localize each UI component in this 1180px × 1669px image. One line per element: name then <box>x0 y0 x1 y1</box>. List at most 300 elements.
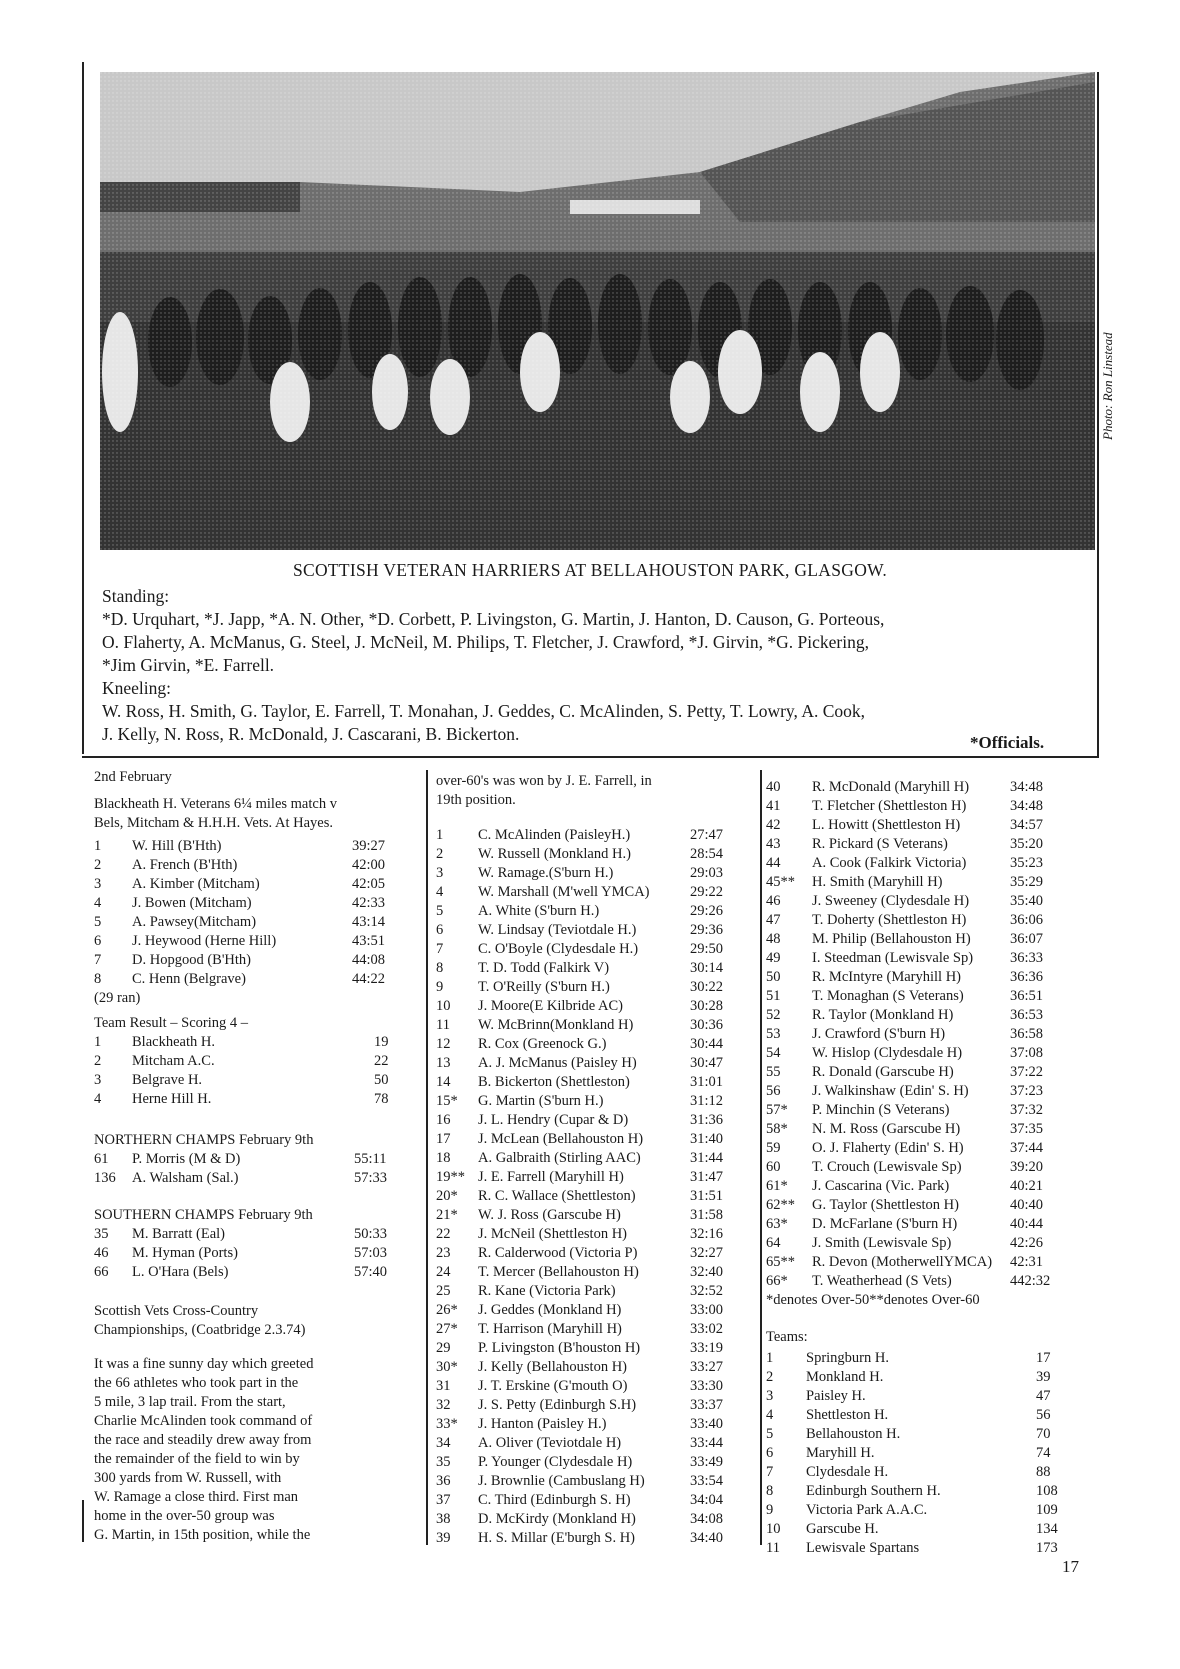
athlete-name: A. Oliver (Teviotdale H) <box>478 1435 622 1451</box>
footnote-legend: *denotes Over-50**denotes Over-60 <box>766 1292 980 1308</box>
result-row <box>436 826 754 845</box>
finish-time: 36:51 <box>1010 988 1044 1004</box>
athlete-name: G. Martin (S'burn H.) <box>478 1093 604 1109</box>
result-row <box>766 873 1078 892</box>
result-row <box>766 1215 1078 1234</box>
position-number: 6 <box>94 933 102 949</box>
position-number: 27* <box>436 1321 458 1337</box>
athlete-name: Blackheath H. <box>132 1034 215 1050</box>
finish-time: 35:29 <box>1010 874 1044 890</box>
team-row <box>766 1349 1078 1368</box>
finish-time: 29:50 <box>690 941 724 957</box>
page-number: 17 <box>1062 1557 1079 1576</box>
report-paragraph-line: the race and steadily drew away from <box>94 1432 312 1448</box>
report-paragraph-line: the remainder of the field to win by <box>94 1451 300 1467</box>
kneeling-label: Kneeling: <box>102 678 172 698</box>
finish-time: 35:40 <box>1010 893 1044 909</box>
result-row <box>766 1044 1078 1063</box>
athlete-name: J. Kelly (Bellahouston H) <box>478 1359 628 1375</box>
athlete-name: D. McFarlane (S'burn H) <box>812 1216 958 1232</box>
team-row <box>94 1052 416 1071</box>
finish-time: 33:40 <box>690 1416 724 1432</box>
position-number: 54 <box>766 1045 781 1061</box>
athlete-name: J. Smith (Lewisvale Sp) <box>812 1235 952 1251</box>
finish-time: 57:33 <box>354 1170 388 1186</box>
athlete-name: W. Ramage.(S'burn H.) <box>478 865 614 881</box>
date-heading: 2nd February <box>94 769 172 785</box>
position-number: 11 <box>766 1540 780 1556</box>
finish-time: 42:00 <box>352 857 386 873</box>
result-row <box>766 968 1078 987</box>
athlete-name: O. J. Flaherty (Edin' S. H) <box>812 1140 964 1156</box>
result-row <box>766 797 1078 816</box>
result-row <box>94 1263 416 1282</box>
athlete-name: M. Barratt (Eal) <box>132 1226 226 1242</box>
athlete-name: M. Hyman (Ports) <box>132 1245 238 1261</box>
match-title: Blackheath H. Veterans 6¼ miles match v <box>94 796 337 812</box>
position-number: 63* <box>766 1216 788 1232</box>
position-number: 49 <box>766 950 781 966</box>
position-number: 26* <box>436 1302 458 1318</box>
finish-time: 33:27 <box>690 1359 724 1375</box>
finish-time: 37:23 <box>1010 1083 1044 1099</box>
athlete-name: R. Devon (MotherwellYMCA) <box>812 1254 993 1270</box>
athlete-name: N. M. Ross (Garscube H) <box>812 1121 961 1137</box>
finish-time: 35:20 <box>1010 836 1044 852</box>
finish-time: 29:36 <box>690 922 724 938</box>
position-number: 38 <box>436 1511 451 1527</box>
athlete-name: C. McAlinden (PaisleyH.) <box>478 827 631 843</box>
finish-time: 34:40 <box>690 1530 724 1546</box>
team-points: 109 <box>1036 1502 1058 1518</box>
finish-time: 33:19 <box>690 1340 724 1356</box>
position-number: 15* <box>436 1093 458 1109</box>
position-number: 17 <box>436 1131 451 1147</box>
result-row <box>436 1187 754 1206</box>
position-number: 59 <box>766 1140 781 1156</box>
athlete-name: Lewisvale Spartans <box>806 1540 920 1556</box>
position-number: 30* <box>436 1359 458 1375</box>
right-border <box>1097 72 1099 757</box>
finish-time: 30:47 <box>690 1055 724 1071</box>
scottish-vets-title: Scottish Vets Cross-Country <box>94 1303 259 1319</box>
result-row <box>436 1168 754 1187</box>
position-number: 35 <box>436 1454 451 1470</box>
report-paragraph-line: the 66 athletes who took part in the <box>94 1375 299 1391</box>
kneeling-names <box>102 677 1077 746</box>
report-paragraph-line: 19th position. <box>436 792 516 808</box>
position-number: 16 <box>436 1112 451 1128</box>
finish-time: 30:36 <box>690 1017 724 1033</box>
result-row <box>436 997 754 1016</box>
athlete-name: A. French (B'Hth) <box>132 857 238 873</box>
position-number: 46 <box>766 893 781 909</box>
finish-time: 442:32 <box>1010 1273 1051 1289</box>
athlete-name: A. Galbraith (Stirling AAC) <box>478 1150 641 1166</box>
result-row <box>94 1150 416 1169</box>
finish-time: 36:53 <box>1010 1007 1044 1023</box>
finish-time: 33:44 <box>690 1435 724 1451</box>
result-row <box>436 940 754 959</box>
position-number: 4 <box>766 1407 774 1423</box>
standing-line: *Jim Girvin, *E. Farrell. <box>102 655 275 675</box>
position-number: 3 <box>436 865 444 881</box>
result-row <box>766 911 1078 930</box>
result-row <box>766 892 1078 911</box>
result-row <box>766 949 1078 968</box>
finish-time: 42:05 <box>352 876 386 892</box>
position-number: 37 <box>436 1492 451 1508</box>
team-row <box>766 1368 1078 1387</box>
result-row <box>766 1158 1078 1177</box>
finish-time: 33:49 <box>690 1454 724 1470</box>
team-points: 47 <box>1036 1388 1051 1404</box>
result-row <box>436 1301 754 1320</box>
athlete-name: J. Brownlie (Cambuslang H) <box>478 1473 645 1489</box>
position-number: 45** <box>766 874 795 890</box>
standing-label: Standing: <box>102 586 170 606</box>
athlete-name: A. Kimber (Mitcham) <box>132 876 260 892</box>
position-number: 57* <box>766 1102 788 1118</box>
position-number: 46 <box>94 1245 109 1261</box>
position-number: 14 <box>436 1074 451 1090</box>
finish-time: 37:08 <box>1010 1045 1044 1061</box>
photo-credit: Photo: Ron Linstead <box>1100 332 1115 440</box>
position-number: 6 <box>766 1445 774 1461</box>
result-row <box>436 1377 754 1396</box>
athlete-name: J. Cascarina (Vic. Park) <box>812 1178 950 1194</box>
athlete-name: R. Donald (Garscube H) <box>812 1064 954 1080</box>
report-paragraph-line: 5 mile, 3 lap trail. From the start, <box>94 1394 286 1410</box>
team-points: 50 <box>374 1072 389 1088</box>
result-row <box>436 1244 754 1263</box>
athlete-name: T. Mercer (Bellahouston H) <box>478 1264 639 1280</box>
finish-time: 32:16 <box>690 1226 724 1242</box>
position-number: 31 <box>436 1378 451 1394</box>
position-number: 8 <box>94 971 102 987</box>
position-number: 40 <box>766 779 781 795</box>
position-number: 58* <box>766 1121 788 1137</box>
athlete-name: J. Geddes (Monkland H) <box>478 1302 622 1318</box>
standing-line: *D. Urquhart, *J. Japp, *A. N. Other, *D. Corbett, P. Livingston, G. Martin, J. Hanton, D. Causon, G. Porteous, <box>102 609 885 629</box>
report-paragraph-line: 300 yards from W. Russell, with <box>94 1470 282 1486</box>
finish-time: 33:00 <box>690 1302 724 1318</box>
finish-time: 57:40 <box>354 1264 388 1280</box>
athlete-name: A. Walsham (Sal.) <box>132 1170 239 1186</box>
team-row <box>766 1387 1078 1406</box>
team-row <box>766 1539 1078 1558</box>
athlete-name: Victoria Park A.A.C. <box>806 1502 928 1518</box>
team-points: 22 <box>374 1053 389 1069</box>
match-title: Bels, Mitcham & H.H.H. Vets. At Hayes. <box>94 815 333 831</box>
team-row <box>94 1033 416 1052</box>
athlete-name: Monkland H. <box>806 1369 884 1385</box>
position-number: 41 <box>766 798 781 814</box>
athlete-name: Bellahouston H. <box>806 1426 901 1442</box>
finish-time: 35:23 <box>1010 855 1044 871</box>
position-number: 8 <box>436 960 444 976</box>
position-number: 7 <box>94 952 102 968</box>
result-row <box>766 987 1078 1006</box>
position-number: 4 <box>94 1091 102 1107</box>
finish-time: 32:40 <box>690 1264 724 1280</box>
athlete-name: W. McBrinn(Monkland H) <box>478 1017 634 1033</box>
athlete-name: C. Henn (Belgrave) <box>132 971 246 987</box>
position-number: 35 <box>94 1226 109 1242</box>
team-points: 108 <box>1036 1483 1058 1499</box>
athlete-name: Shettleston H. <box>806 1407 889 1423</box>
result-row <box>766 835 1078 854</box>
finish-time: 39:27 <box>352 838 386 854</box>
position-number: 3 <box>766 1388 774 1404</box>
athlete-name: J. Hanton (Paisley H.) <box>478 1416 607 1432</box>
finish-time: 44:08 <box>352 952 386 968</box>
southern-champs-title: SOUTHERN CHAMPS February 9th <box>94 1207 313 1223</box>
position-number: 25 <box>436 1283 451 1299</box>
team-row <box>766 1463 1078 1482</box>
position-number: 13 <box>436 1055 451 1071</box>
finish-time: 44:22 <box>352 971 386 987</box>
result-row <box>766 930 1078 949</box>
finish-time: 31:58 <box>690 1207 724 1223</box>
result-row <box>436 1016 754 1035</box>
position-number: 50 <box>766 969 781 985</box>
report-paragraph-line: Charlie McAlinden took command of <box>94 1413 313 1429</box>
column-left-edge <box>82 1500 84 1542</box>
finish-time: 28:54 <box>690 846 724 862</box>
athlete-name: J. Walkinshaw (Edin' S. H) <box>812 1083 969 1099</box>
athlete-name: Paisley H. <box>806 1388 866 1404</box>
result-row <box>94 837 416 856</box>
result-row <box>436 1092 754 1111</box>
athlete-name: J. Bowen (Mitcham) <box>132 895 252 911</box>
section-divider <box>82 756 1099 758</box>
position-number: 6 <box>436 922 444 938</box>
position-number: 20* <box>436 1188 458 1204</box>
position-number: 21* <box>436 1207 458 1223</box>
result-row <box>436 1054 754 1073</box>
position-number: 4 <box>436 884 444 900</box>
position-number: 60 <box>766 1159 781 1175</box>
finish-time: 33:54 <box>690 1473 724 1489</box>
athlete-name: C. Third (Edinburgh S. H) <box>478 1492 631 1508</box>
position-number: 9 <box>436 979 444 995</box>
athlete-name: J. Crawford (S'burn H) <box>812 1026 946 1042</box>
report-paragraph-line: over-60's was won by J. E. Farrell, in <box>436 773 652 789</box>
athlete-name: J. McLean (Bellahouston H) <box>478 1131 644 1147</box>
result-row <box>436 1130 754 1149</box>
position-number: 61* <box>766 1178 788 1194</box>
position-number: 2 <box>94 1053 102 1069</box>
team-row <box>766 1482 1078 1501</box>
athlete-name: J. E. Farrell (Maryhill H) <box>478 1169 624 1185</box>
athlete-name: R. McIntyre (Maryhill H) <box>812 969 961 985</box>
position-number: 62** <box>766 1197 795 1213</box>
athlete-name: J. T. Erskine (G'mouth O) <box>478 1378 628 1394</box>
result-row <box>766 1272 1078 1291</box>
athlete-name: Edinburgh Southern H. <box>806 1483 941 1499</box>
kneeling-line: J. Kelly, N. Ross, R. McDonald, J. Cascarani, B. Bickerton. <box>102 724 520 744</box>
finish-time: 34:08 <box>690 1511 724 1527</box>
position-number: 43 <box>766 836 781 852</box>
athlete-name: J. McNeil (Shettleston H) <box>478 1226 628 1242</box>
athlete-name: P. Younger (Clydesdale H) <box>478 1454 633 1470</box>
result-row <box>766 1025 1078 1044</box>
finish-time: 31:47 <box>690 1169 724 1185</box>
position-number: 42 <box>766 817 781 833</box>
position-number: 44 <box>766 855 781 871</box>
finish-time: 42:26 <box>1010 1235 1044 1251</box>
team-row <box>766 1444 1078 1463</box>
finish-time: 30:28 <box>690 998 724 1014</box>
result-row <box>436 1320 754 1339</box>
position-number: 1 <box>94 838 102 854</box>
position-number: 65** <box>766 1254 795 1270</box>
athlete-name: W. Russell (Monkland H.) <box>478 846 631 862</box>
result-row <box>436 921 754 940</box>
athlete-name: W. J. Ross (Garscube H) <box>478 1207 621 1223</box>
finish-time: 36:06 <box>1010 912 1044 928</box>
finish-time: 29:22 <box>690 884 724 900</box>
team-points: 78 <box>374 1091 389 1107</box>
athlete-name: T. Weatherhead (S Vets) <box>812 1273 952 1289</box>
position-number: 5 <box>436 903 444 919</box>
athlete-name: R. McDonald (Maryhill H) <box>812 779 970 795</box>
athlete-name: D. McKirdy (Monkland H) <box>478 1511 636 1527</box>
athlete-name: Mitcham A.C. <box>132 1053 215 1069</box>
finish-time: 36:07 <box>1010 931 1044 947</box>
column-1 <box>94 768 416 1545</box>
athlete-name: J. L. Hendry (Cupar & D) <box>478 1112 629 1128</box>
column-2 <box>436 772 754 1548</box>
athlete-name: H. Smith (Maryhill H) <box>812 874 943 890</box>
team-points: 173 <box>1036 1540 1058 1556</box>
position-number: 64 <box>766 1235 781 1251</box>
finish-time: 30:44 <box>690 1036 724 1052</box>
position-number: 61 <box>94 1151 109 1167</box>
result-row <box>766 1253 1078 1272</box>
column-rule-2 <box>760 770 762 1545</box>
finish-time: 31:51 <box>690 1188 724 1204</box>
athlete-name: T. O'Reilly (S'burn H.) <box>478 979 610 995</box>
athlete-name: C. O'Boyle (Clydesdale H.) <box>478 941 639 957</box>
position-number: 48 <box>766 931 781 947</box>
finish-time: 31:44 <box>690 1150 724 1166</box>
team-row <box>766 1520 1078 1539</box>
photo-caption: SCOTTISH VETERAN HARRIERS AT BELLAHOUSTON PARK, GLASGOW. <box>292 560 888 580</box>
athlete-name: T. D. Todd (Falkirk V) <box>478 960 610 976</box>
result-row <box>436 1472 754 1491</box>
result-row <box>766 778 1078 797</box>
result-row <box>436 1149 754 1168</box>
athlete-name: H. S. Millar (E'burgh S. H) <box>478 1530 636 1546</box>
result-row <box>94 1225 416 1244</box>
report-paragraph-line: W. Ramage a close third. First man <box>94 1489 299 1505</box>
team-points: 17 <box>1036 1350 1051 1366</box>
result-row <box>766 1006 1078 1025</box>
kneeling-line: W. Ross, H. Smith, G. Taylor, E. Farrell, T. Monahan, J. Geddes, C. McAlinden, S. Petty, T. Lowry, A. Cook, <box>102 701 866 721</box>
team-row <box>766 1501 1078 1520</box>
finish-time: 42:31 <box>1010 1254 1044 1270</box>
finish-time: 34:04 <box>690 1492 724 1508</box>
finish-time: 29:26 <box>690 903 724 919</box>
athlete-name: Belgrave H. <box>132 1072 203 1088</box>
position-number: 23 <box>436 1245 451 1261</box>
team-points: 70 <box>1036 1426 1051 1442</box>
result-row <box>766 1234 1078 1253</box>
team-photograph <box>100 72 1095 550</box>
finish-time: 33:37 <box>690 1397 724 1413</box>
position-number: 66 <box>94 1264 109 1280</box>
result-row <box>436 1073 754 1092</box>
position-number: 34 <box>436 1435 451 1451</box>
athlete-name: A. Cook (Falkirk Victoria) <box>812 855 967 871</box>
scottish-vets-title: Championships, (Coatbridge 2.3.74) <box>94 1322 306 1338</box>
finish-time: 36:58 <box>1010 1026 1044 1042</box>
finish-time: 34:48 <box>1010 798 1044 814</box>
team-points: 74 <box>1036 1445 1051 1461</box>
athlete-name: Maryhill H. <box>806 1445 875 1461</box>
finish-time: 31:36 <box>690 1112 724 1128</box>
finish-time: 37:32 <box>1010 1102 1044 1118</box>
position-number: 1 <box>436 827 444 843</box>
result-row <box>436 864 754 883</box>
athlete-name: Clydesdale H. <box>806 1464 889 1480</box>
result-row <box>94 856 416 875</box>
result-row <box>436 1434 754 1453</box>
result-row <box>436 978 754 997</box>
result-row <box>766 1101 1078 1120</box>
position-number: 8 <box>766 1483 774 1499</box>
position-number: 18 <box>436 1150 451 1166</box>
position-number: 2 <box>436 846 444 862</box>
result-row <box>436 1396 754 1415</box>
result-row <box>766 1196 1078 1215</box>
athlete-name: Herne Hill H. <box>132 1091 212 1107</box>
athlete-name: A. White (S'burn H.) <box>478 903 600 919</box>
result-row <box>436 1225 754 1244</box>
athlete-name: W. Hill (B'Hth) <box>132 838 222 854</box>
position-number: 12 <box>436 1036 451 1052</box>
athlete-name: T. Fletcher (Shettleston H) <box>812 798 967 814</box>
finish-time: 30:22 <box>690 979 724 995</box>
result-row <box>436 902 754 921</box>
athlete-name: D. Hopgood (B'Hth) <box>132 952 252 968</box>
standing-line: O. Flaherty, A. McManus, G. Steel, J. McNeil, M. Philips, T. Fletcher, J. Crawford, *J. Girvin, *G. Pickering, <box>102 632 869 652</box>
position-number: 10 <box>436 998 451 1014</box>
position-number: 5 <box>94 914 102 930</box>
position-number: 9 <box>766 1502 774 1518</box>
result-row <box>94 951 416 970</box>
athlete-name: W. Marshall (M'well YMCA) <box>478 884 650 900</box>
athlete-name: P. Morris (M & D) <box>132 1151 241 1167</box>
athlete-name: R. C. Wallace (Shettleston) <box>478 1188 636 1204</box>
finish-time: 36:33 <box>1010 950 1044 966</box>
result-row <box>436 1206 754 1225</box>
result-row <box>436 1358 754 1377</box>
athlete-name: T. Doherty (Shettleston H) <box>812 912 967 928</box>
athlete-name: J. Moore(E Kilbride AC) <box>478 998 623 1014</box>
athlete-name: A. J. McManus (Paisley H) <box>478 1055 637 1071</box>
result-row <box>436 883 754 902</box>
athlete-name: R. Taylor (Monkland H) <box>812 1007 954 1023</box>
athlete-name: J. Sweeney (Clydesdale H) <box>812 893 970 909</box>
position-number: 1 <box>766 1350 774 1366</box>
column-3 <box>766 778 1078 1558</box>
team-result-title: Team Result – Scoring 4 – <box>94 1015 249 1031</box>
team-points: 19 <box>374 1034 389 1050</box>
athlete-name: P. Livingston (B'houston H) <box>478 1340 641 1356</box>
